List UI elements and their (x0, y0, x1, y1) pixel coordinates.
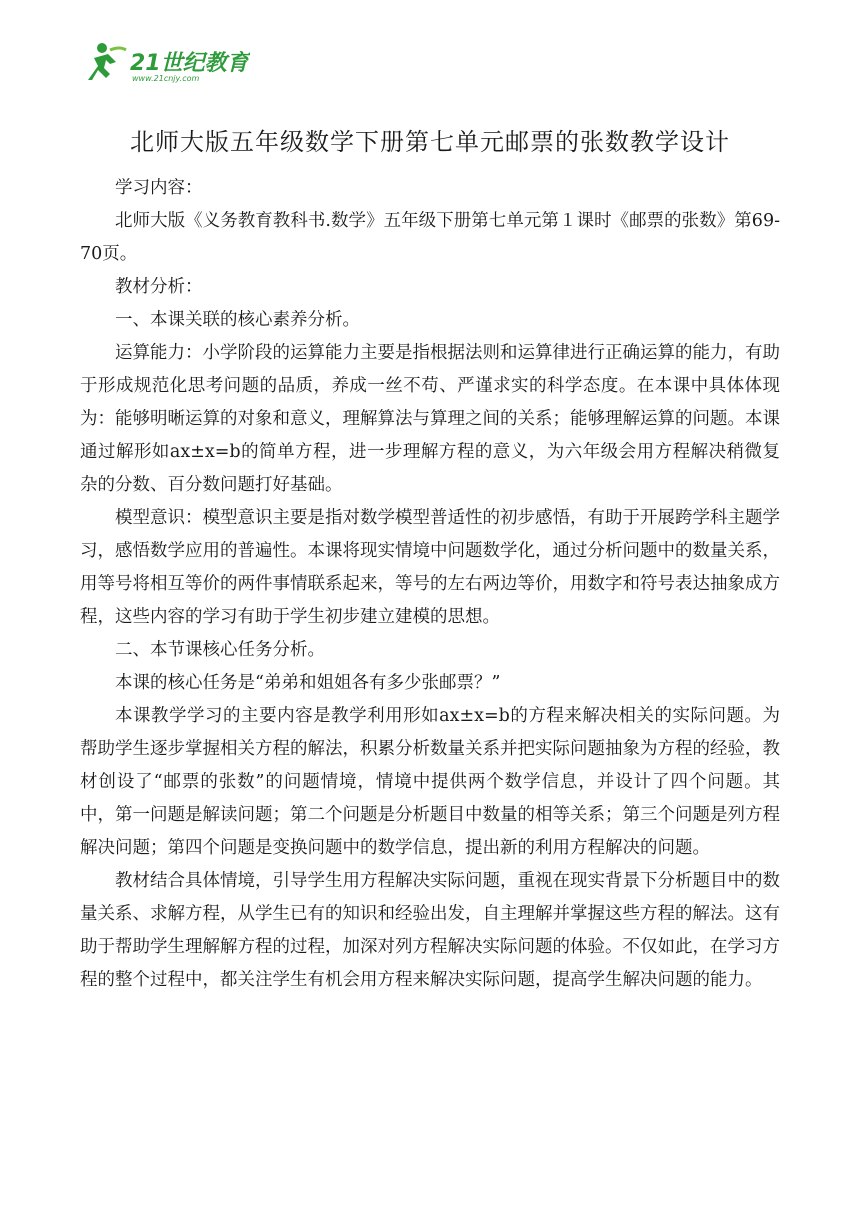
paragraph: 本课教学学习的主要内容是教学利用形如ax±x=b的方程来解决相关的实际问题。为帮助学生逐步掌握相关方程的解法，积累分析数量关系并把实际问题抽象为方程的经验，教材创设了“邮票的张数”的问题情境，情境中提供两个数学信息，并设计了四个问题。其中，第一问题是解读问题；第二个问题是分析题目中数量的相等关系；第三个问题是列方程解决问题；第四个问题是变换问题中的数学信息，提出新的利用方程解决的问题。 (80, 706, 780, 858)
paragraph: 模型意识：模型意识主要是指对数学模型普适性的初步感悟，有助于开展跨学科主题学习，感悟数学应用的普遍性。本课将现实情境中问题数学化，通过分析问题中的数量关系，用等号将相互等价的两件事情联系起来，等号的左右两边等价，用数字和符号表达抽象成方程，这些内容的学习有助于学生初步建立建模的思想。 (80, 508, 780, 627)
paragraph: 运算能力：小学阶段的运算能力主要是指根据法则和运算律进行正确运算的能力，有助于形成规范化思考问题的品质，养成一丝不苟、严谨求实的科学态度。在本课中具体体现为：能够明晰运算的对象和意义，理解算法与算理之间的关系；能够理解运算的问题。本课通过解形如ax±x=b的简单方程，进一步理解方程的意义，为六年级会用方程解决稍微复杂的分数、百分数问题打好基础。 (80, 343, 780, 495)
paragraph: 教材分析： (115, 277, 203, 297)
document-body (80, 172, 780, 997)
runner-logo-icon (80, 40, 250, 84)
svg-text:www.21cnjy.com: www.21cnjy.com (132, 74, 200, 83)
paragraph: 教材结合具体情境，引导学生用方程解决实际问题，重视在现实背景下分析题目中的数量关系、求解方程，从学生已有的知识和经验出发，自主理解并掌握这些方程的解法。这有助于帮助学生理解解方程的过程，加深对列方程解决实际问题的体验。不仅如此，在学习方程的整个过程中，都关注学生有机会用方程来解决实际问题，提高学生解决问题的能力。 (80, 871, 780, 990)
page-title: 北师大版五年级数学下册第七单元邮票的张数教学设计 (130, 128, 730, 156)
svg-text:21世纪教育: 21世纪教育 (130, 51, 249, 76)
logo (80, 40, 250, 84)
paragraph: 本课的核心任务是“弟弟和姐姐各有多少张邮票？” (115, 673, 501, 693)
paragraph: 北师大版《义务教育教科书.数学》五年级下册第七单元第１课时《邮票的张数》第69-70页。 (80, 211, 780, 264)
paragraph: 二、本节课核心任务分析。 (115, 640, 325, 660)
paragraph: 学习内容： (115, 178, 203, 198)
paragraph: 一、本课关联的核心素养分析。 (115, 310, 360, 330)
